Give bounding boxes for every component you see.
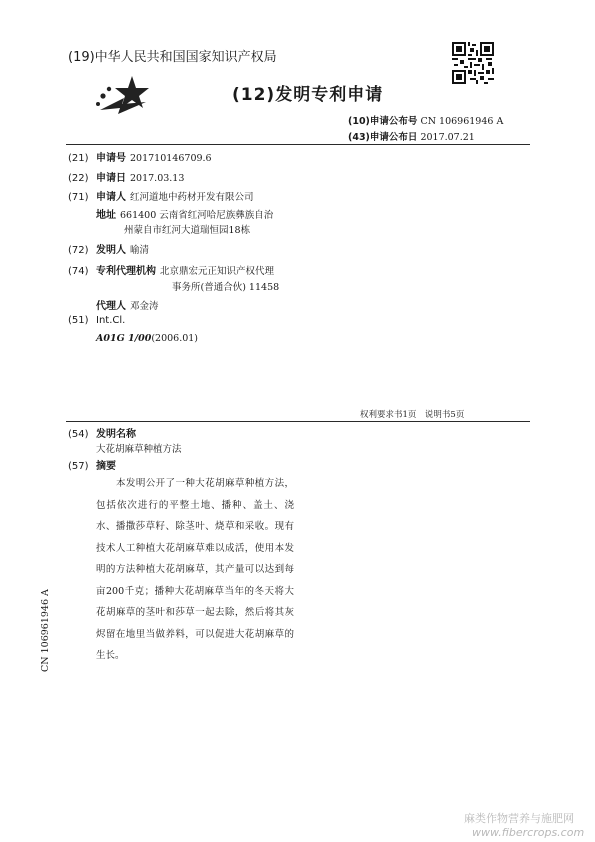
ipc-row: (51) Int.Cl. <box>68 315 126 326</box>
invention-title-label: 发明名称 <box>96 429 136 440</box>
header-divider <box>66 144 530 145</box>
filing-date-row: (22) 申请日 2017.03.13 <box>68 173 185 184</box>
agency-row: (74) 专利代理机构 北京鼎宏元正知识产权代理 <box>68 266 275 277</box>
agency-label: 专利代理机构 <box>96 266 156 277</box>
publication-number-label: (10)申请公布号 <box>348 116 418 127</box>
document-type: (12)发明专利申请 <box>232 85 384 105</box>
filing-date: 2017.03.13 <box>130 173 185 184</box>
applicant-label: 申请人 <box>96 192 126 203</box>
side-publication-number: CN 106961946 A <box>40 589 51 672</box>
address-line-1: 661400 云南省红河哈尼族彝族自治 <box>120 210 274 221</box>
address-label: 地址 <box>96 210 116 221</box>
publication-date: 2017.07.21 <box>420 132 475 143</box>
ipc-version: (2006.01) <box>151 333 199 344</box>
abstract-label: 摘要 <box>96 461 116 472</box>
applicant: 红河道地中药材开发有限公司 <box>130 192 254 203</box>
application-number-label: 申请号 <box>96 153 126 164</box>
address-line-2: 州蒙自市红河大道瑞恒园18栋 <box>124 225 251 236</box>
inventor-label: 发明人 <box>96 245 126 256</box>
invention-title-heading: (54) 发明名称 <box>68 429 136 440</box>
abstract-heading: (57) 摘要 <box>68 461 116 472</box>
agent-row <box>96 297 159 312</box>
applicant-row: (71) 申请人 红河道地中药材开发有限公司 <box>68 192 254 203</box>
filing-date-label: 申请日 <box>96 173 126 184</box>
office-name: (19)中华人民共和国国家知识产权局 <box>68 50 277 65</box>
application-number-row: (21) 申请号 201710146709.6 <box>68 153 212 164</box>
publication-number-row <box>348 113 503 127</box>
page-counts: 权利要求书1页 说明书5页 <box>360 410 465 420</box>
agency-line-2: 事务所(普通合伙) 11458 <box>172 282 280 293</box>
publication-number: CN 106961946 A <box>420 116 504 127</box>
address-row <box>96 206 273 221</box>
patent-office-emblem-icon <box>94 74 156 124</box>
qr-code-icon <box>452 42 494 84</box>
ipc-label: Int.Cl. <box>96 315 126 326</box>
watermark-url: www.fibercrops.com <box>472 826 585 839</box>
ipc-classification <box>96 333 198 344</box>
agency-line-1: 北京鼎宏元正知识产权代理 <box>160 266 275 277</box>
inventor-row: (72) 发明人 喻清 <box>68 245 150 256</box>
application-number: 201710146709.6 <box>130 153 212 164</box>
ipc-code: A01G 1/00 <box>96 333 152 344</box>
agent-label: 代理人 <box>96 301 126 312</box>
watermark-site-name: 麻类作物营养与施肥网 <box>464 812 574 825</box>
publication-date-row <box>348 129 475 143</box>
inventor: 喻清 <box>130 245 150 256</box>
abstract-divider <box>66 421 530 422</box>
invention-title: 大花胡麻草种植方法 <box>96 444 182 455</box>
agent: 邓金涛 <box>130 301 159 312</box>
abstract-text: 本发明公开了一种大花胡麻草种植方法，包括依次进行的平整土地、播种、盖土、浇水、播撒莎草籽、除茎叶、烧草和采收。现有技术人工种植大花胡麻草难以成活，使用本发明的方法种植大花胡麻草，其产量可以达到每亩200千克；播种大花胡麻草当年的冬天将大花胡麻草的茎叶和莎草一起去除，然后将其灰烬留在地里当做养料，可以促进大花胡麻草的生长。 <box>96 478 294 661</box>
publication-date-label: (43)申请公布日 <box>348 132 418 143</box>
